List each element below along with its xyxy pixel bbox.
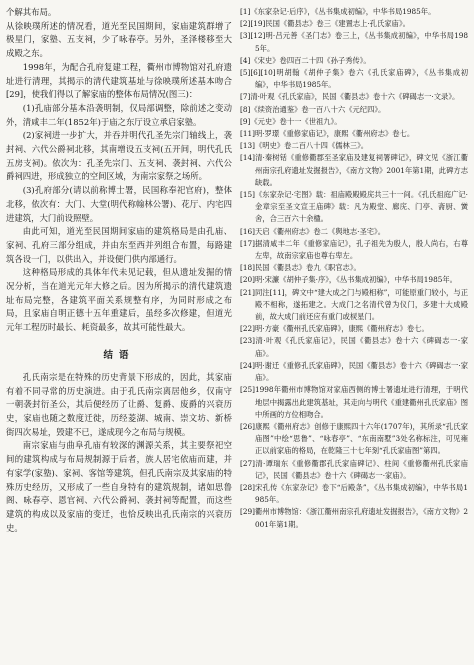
footnote: [20]明·宋濂《胡仲子集·序》，《丛书集成初编》，中华书局1985年。 — [240, 275, 457, 285]
body-text-before — [6, 6, 232, 335]
body-paragraph: 由此可知，道光至民国期间家庙的建筑格局是由孔庙、家祠、孔府三部分组成，并由东至西并列组合布置，每路建筑各设一门，以供出入，并设便门供内部通行。 — [6, 226, 232, 264]
footnote: [27]清·谭瑞东《重修衢郡孔氏家庙碑记》、柱间《重修衢州孔氏家庙记》，民国《衢县志》卷十六《碑碣志一·家庙》。 — [240, 458, 468, 480]
footnote: [16]天启《衢州府志》卷二《舆地志·圣宅》。 — [240, 226, 385, 236]
body-paragraph: 个解其布局。 — [6, 7, 57, 17]
footnote: [21]同注[11]，碑文中“建大成之门与殿相称”，可能原重门较小，与正殿不相称，遂拓建之。大成门之名清代曾为仪门，多建十大成殿前，故大成门前还应有重门或棂星门。 — [240, 287, 468, 322]
footnote: [26]康熙《衢州府志》创修于康熙四十六年(1707年)，其所录“孔氏家庙图”中绘“思鲁”、“咏春亭”、“东南南墅”3处名称标注，可见雍正以前家庙的格局，在乾隆三十七年刻“孔氏家庙图”第四。 — [240, 421, 468, 456]
notes-column — [240, 6, 468, 531]
body-paragraph: (3)孔府部分(请以前称博士署，民国称奉祀官府)，整体北移，依次有：大门、大堂(明代称翰林公署)、花厅、内宅四进建筑，大门前设照壁。 — [6, 185, 232, 223]
body-paragraph: 1998年，为配合孔府复建工程，衢州市博物馆对孔府遗址进行清理，其揭示的清代建筑基址与徐映璞所述基本吻合[29]，使我们得以了解家庙的整体布局情况(图三)： — [6, 61, 232, 100]
footnote: [3][12]明·吕元善《圣门志》卷三上，《丛书集成初编》，中华书局1985年。 — [240, 31, 468, 53]
body-paragraph: (1)孔庙部分基本沿袭明制，仅局部调整，除前述之变动外，清咸丰二年(1852年)于庙之东厅设立承启家塾。 — [6, 102, 232, 127]
body-paragraph: 从徐映璞所述的情况看，道光至民国期间，家庙建筑群增了极星门，家塾、五支祠，少了咏春亭。另外，圣泽楼移至大成殿之东。 — [6, 20, 232, 59]
left-column — [6, 6, 232, 535]
footnote: [8]《续资治通鉴》卷一百八十六《元纪四》。 — [240, 104, 386, 114]
footnote: [18]民国《衢县志》卷九《职官志》。 — [240, 263, 361, 273]
footnote: [17]据清咸丰二年《重修家庙记》，孔子祖先为殷人，殷人尚右，右尊左卑，故南宗家庙也尊右卑左。 — [240, 238, 468, 261]
footnote: [5][6][10]明胡翰《胡仲子集》卷六《孔氏家庙碑》，《丛书集成初编》，中华书局1985年。 — [240, 68, 468, 90]
footnote: [11]明·罗璟《重修家庙记》，康熙《衢州府志》卷七。 — [240, 129, 415, 139]
footnote-list — [240, 6, 468, 531]
footnote: [14]清·秦树铦《重修衢郡至圣家庙及建复祠署碑记》，碑文见《浙江衢州南宗孔府遗址发掘报告》，《南方文物》2001年第1期，此碑方志缺载。 — [240, 153, 468, 187]
footnote: [25]1998年衢州市博物馆对家庙西侧的博士署遗址进行清理，于明代地层中揭露出此建筑基址，其走向与明代《重建衢州孔氏家庙》图中所画的方位相吻合。 — [240, 385, 468, 419]
body-paragraph: 孔氏南宗是在特殊的历史背景下形成的，因此，其家庙有着不同寻常的历史演进。由于孔氏南宗离居他乡，仅南守一朝袭封衍圣公，其后便经历了让爵、复爵、废爵的兴衰历史，家庙也随之数度迁徙，历经菱湖、城南、崇文坊、新桥街四次易址，毁建不已，遂成现今之布局与规模。 — [6, 371, 232, 437]
footnote: [13]《明史》卷二百八十四《儒林三》。 — [240, 141, 369, 151]
body-paragraph: 这种格局形成的具体年代未见记载，但从遗址发掘的情况分析，当在道光元年大修之后。因为所揭示的清代建筑遗址布局完整，各建筑平面关系规整有序，为同时形成之布局，且家庙自明正德十五年重建后，虽经多次修建，但道光元年工程历时最长、耗资最多，故其可能性最大。 — [6, 267, 232, 333]
footnote: [24]明·谢迁《重修孔氏家庙碑》，民国《衢县志》卷十六《碑碣志一·家庙》。 — [240, 360, 468, 383]
footnote: [28]宋孔传《东家杂记》卷下“后殿条”，《丛书集成初编》，中华书局1985年。 — [240, 482, 468, 505]
body-paragraph: (2)家祠进一步扩大，并吞并明代孔圣先宗门轴线上，袭封祠、六代公爵祠北移，其南增设五支祠(五开间，明代孔氏五房支祠)。依次为：孔圣先宗门、五支祠、袭封祠、六代公爵祠四进，形成独立的空间区域，为南宗家祭之场所。 — [6, 130, 232, 182]
footnote: [1]《东家杂记·后序》，《丛书集成初编》，中华书局1985年。 — [240, 7, 436, 16]
body-paragraph: 南宗家庙与曲阜孔庙有较深的渊源关系，其主要祭祀空间的建筑构成与布局规制源于后者，族人居宅依庙而建，并有家学(家塾)、家祠、客馆等建筑，但孔氏南宗及其家庙的特殊历史经历，又形成了一些自身特有的建筑规制，诸如思鲁阁、咏春亭、恩官祠、六代公爵祠、袭封祠等配置，而这些建筑的构成以及家庙的变迁，也恰反映出孔氏南宗的兴衰历史。 — [6, 440, 232, 533]
footnote: [29]衢州市博物馆：《浙江衢州南宗孔府遗址发掘报告》，《南方文物》2001年第1期。 — [240, 507, 468, 529]
footnote: [2][19]民国《衢县志》卷三《建置志上·孔氏家庙》。 — [240, 19, 410, 29]
footnote: [15]《东家杂记·宅图》载：祖庙殿殿殿庑共三十一间。《孔氏祖庭广记·金章宗至圣文宣王庙碑》载：凡为殿堂、廊庑、门亭、斋厨、黉舍，合三百六十余楹。 — [240, 190, 468, 224]
section-heading: 结语 — [103, 349, 135, 361]
footnote: [4]《宋史》卷四百二十四《孙子秀传》。 — [240, 55, 371, 65]
footnote: [7]清·叶观《孔氏家庙》，民国《衢县志》卷十六《碑碣志一·文录》。 — [240, 92, 460, 102]
body-text-after — [6, 371, 232, 535]
footnote: [22]明·方豪《衢州孔氏家庙碑》，康熙《衢州府志》卷七。 — [240, 324, 429, 334]
footnote: [9]《元史》卷十一《世祖九》。 — [240, 116, 342, 126]
footnote: [23]清·叶观《孔氏家庙记》，民国《衢县志》卷十六《碑碣志一·家庙》。 — [240, 336, 468, 358]
